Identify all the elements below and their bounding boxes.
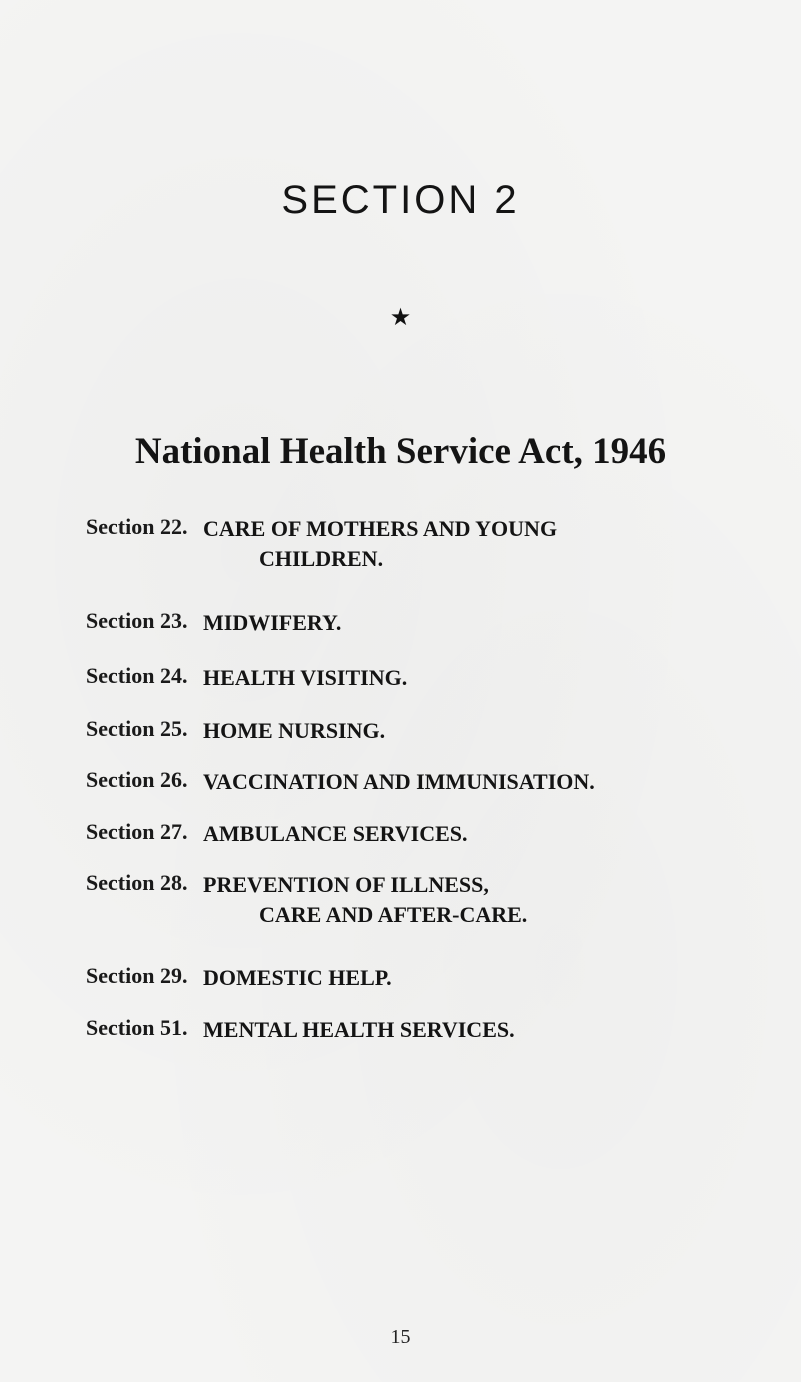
section-description (203, 870, 527, 930)
section-description: DOMESTIC HELP. (203, 965, 392, 990)
section-description: HEALTH VISITING. (203, 665, 408, 690)
section-number: Section 22. (86, 514, 188, 539)
section-number: Section 26. (86, 767, 188, 792)
section-description-line: CARE OF MOTHERS AND YOUNG (203, 516, 558, 541)
section-number: Section 51. (86, 1015, 188, 1040)
section-description: VACCINATION AND IMMUNISATION. (203, 769, 595, 794)
section-description: HOME NURSING. (203, 718, 386, 743)
section-number: Section 28. (86, 870, 188, 895)
act-title: National Health Service Act, 1946 (134, 431, 667, 472)
section-number: Section 23. (86, 608, 188, 633)
section-number: Section 25. (86, 716, 188, 741)
section-heading: SECTION 2 (281, 178, 520, 222)
section-description: AMBULANCE SERVICES. (203, 821, 468, 846)
section-description-line: PREVENTION OF ILLNESS, (203, 872, 489, 897)
section-description-line: CHILDREN. (259, 546, 384, 571)
section-number: Section 27. (86, 819, 188, 844)
section-description: MENTAL HEALTH SERVICES. (203, 1017, 515, 1042)
star-icon: ★ (389, 303, 412, 331)
section-description: MIDWIFERY. (203, 610, 342, 635)
section-number: Section 29. (86, 963, 188, 988)
page-number: 15 (390, 1326, 411, 1348)
section-description (203, 514, 557, 574)
section-number: Section 24. (86, 663, 188, 688)
section-description-line: CARE AND AFTER-CARE. (259, 902, 528, 927)
